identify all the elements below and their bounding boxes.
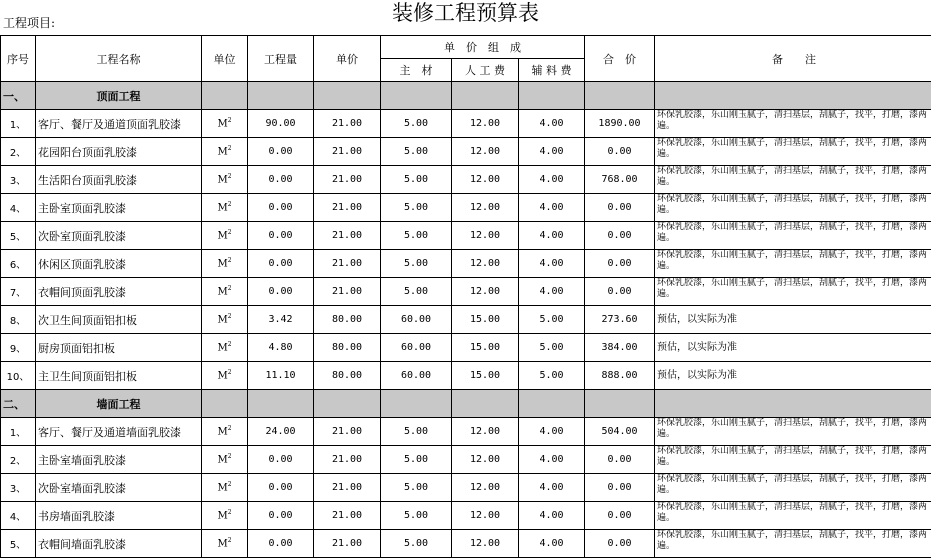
- empty-cell: [585, 390, 655, 418]
- unit-text: M: [217, 147, 227, 158]
- row-price: 21.00: [314, 474, 381, 502]
- row-seq: 5、: [1, 530, 36, 558]
- row-aux: 4.00: [519, 446, 585, 474]
- unit-text: M: [217, 119, 227, 130]
- row-unit: [202, 474, 248, 502]
- table-row: [1, 166, 931, 194]
- row-labor: 12.00: [452, 418, 519, 446]
- row-unit: [202, 222, 248, 250]
- row-total: 273.60: [585, 306, 655, 334]
- header-aux: 辅 料 费: [519, 59, 585, 82]
- unit-superscript: 2: [228, 537, 232, 544]
- row-unit: [202, 530, 248, 558]
- row-unit: [202, 110, 248, 138]
- unit-superscript: 2: [228, 453, 232, 460]
- row-labor: 15.00: [452, 306, 519, 334]
- unit-text: M: [217, 343, 227, 354]
- table-row: [1, 222, 931, 250]
- row-material: 60.00: [381, 362, 452, 390]
- row-material: 60.00: [381, 334, 452, 362]
- row-material: 5.00: [381, 446, 452, 474]
- row-note: 预估，以实际为准: [655, 362, 931, 390]
- header-name: 工程名称: [36, 36, 202, 82]
- row-total: 888.00: [585, 362, 655, 390]
- row-price: 21.00: [314, 138, 381, 166]
- row-aux: 5.00: [519, 334, 585, 362]
- table-row: [1, 502, 931, 530]
- row-name: 主卧室墙面乳胶漆: [36, 446, 202, 474]
- row-qty: 0.00: [248, 166, 314, 194]
- row-name: 衣帽间墙面乳胶漆: [36, 530, 202, 558]
- row-total: 0.00: [585, 278, 655, 306]
- unit-superscript: 2: [228, 173, 232, 180]
- row-total: 0.00: [585, 446, 655, 474]
- row-total: 504.00: [585, 418, 655, 446]
- row-qty: 4.80: [248, 334, 314, 362]
- row-labor: 12.00: [452, 446, 519, 474]
- section-name: 墙面工程: [36, 390, 202, 418]
- row-unit: [202, 446, 248, 474]
- row-unit: [202, 418, 248, 446]
- row-seq: 6、: [1, 250, 36, 278]
- row-note: 环保乳胶漆，乐山刚玉腻子，清扫基层，刮腻子，找平，打磨，漆两遍。: [655, 530, 931, 558]
- row-unit: [202, 166, 248, 194]
- table-row: [1, 334, 931, 362]
- row-price: 21.00: [314, 250, 381, 278]
- row-name: 休闲区顶面乳胶漆: [36, 250, 202, 278]
- empty-cell: [519, 390, 585, 418]
- row-aux: 5.00: [519, 306, 585, 334]
- table-row: [1, 418, 931, 446]
- empty-cell: [452, 82, 519, 110]
- row-qty: 0.00: [248, 138, 314, 166]
- unit-text: M: [217, 371, 227, 382]
- row-note: 预估，以实际为准: [655, 334, 931, 362]
- unit-text: M: [217, 539, 227, 550]
- unit-text: M: [217, 259, 227, 270]
- row-seq: 1、: [1, 110, 36, 138]
- row-seq: 2、: [1, 446, 36, 474]
- row-seq: 2、: [1, 138, 36, 166]
- row-aux: 4.00: [519, 278, 585, 306]
- row-material: 5.00: [381, 194, 452, 222]
- row-labor: 15.00: [452, 362, 519, 390]
- row-qty: 0.00: [248, 194, 314, 222]
- row-seq: 4、: [1, 194, 36, 222]
- row-material: 5.00: [381, 110, 452, 138]
- unit-superscript: 2: [228, 481, 232, 488]
- section-seq: 二、: [1, 390, 36, 418]
- row-price: 21.00: [314, 446, 381, 474]
- row-qty: 0.00: [248, 222, 314, 250]
- row-name: 花园阳台顶面乳胶漆: [36, 138, 202, 166]
- row-labor: 12.00: [452, 474, 519, 502]
- row-material: 5.00: [381, 418, 452, 446]
- row-aux: 4.00: [519, 418, 585, 446]
- row-price: 80.00: [314, 306, 381, 334]
- row-unit: [202, 334, 248, 362]
- section-seq: 一、: [1, 82, 36, 110]
- row-aux: 4.00: [519, 138, 585, 166]
- row-total: 0.00: [585, 222, 655, 250]
- row-unit: [202, 306, 248, 334]
- empty-cell: [585, 82, 655, 110]
- row-name: 厨房顶面铝扣板: [36, 334, 202, 362]
- table-row: [1, 446, 931, 474]
- row-price: 21.00: [314, 278, 381, 306]
- row-note: 环保乳胶漆，乐山刚玉腻子，清扫基层，刮腻子，找平，打磨，漆两遍。: [655, 166, 931, 194]
- empty-cell: [202, 82, 248, 110]
- row-total: 0.00: [585, 250, 655, 278]
- row-seq: 3、: [1, 474, 36, 502]
- row-labor: 12.00: [452, 530, 519, 558]
- header-price: 单价: [314, 36, 381, 82]
- row-price: 21.00: [314, 530, 381, 558]
- row-material: 5.00: [381, 530, 452, 558]
- empty-cell: [314, 390, 381, 418]
- row-name: 衣帽间顶面乳胶漆: [36, 278, 202, 306]
- budget-table: [0, 35, 931, 558]
- empty-cell: [381, 390, 452, 418]
- row-price: 80.00: [314, 334, 381, 362]
- row-price: 80.00: [314, 362, 381, 390]
- row-price: 21.00: [314, 222, 381, 250]
- row-labor: 12.00: [452, 250, 519, 278]
- unit-text: M: [217, 315, 227, 326]
- row-material: 60.00: [381, 306, 452, 334]
- row-seq: 3、: [1, 166, 36, 194]
- row-note: 环保乳胶漆，乐山刚玉腻子，清扫基层，刮腻子，找平，打磨，漆两遍。: [655, 502, 931, 530]
- unit-superscript: 2: [228, 341, 232, 348]
- row-note: 预估，以实际为准: [655, 306, 931, 334]
- section-name: 顶面工程: [36, 82, 202, 110]
- sheet-title: 装修工程预算表: [0, 0, 931, 26]
- unit-superscript: 2: [228, 145, 232, 152]
- row-seq: 10、: [1, 362, 36, 390]
- row-note: 环保乳胶漆，乐山刚玉腻子，清扫基层，刮腻子，找平，打磨，漆两遍。: [655, 250, 931, 278]
- row-labor: 12.00: [452, 138, 519, 166]
- row-name: 次卫生间顶面铝扣板: [36, 306, 202, 334]
- unit-superscript: 2: [228, 425, 232, 432]
- row-name: 客厅、餐厅及通道墙面乳胶漆: [36, 418, 202, 446]
- row-material: 5.00: [381, 278, 452, 306]
- unit-superscript: 2: [228, 201, 232, 208]
- row-note: 环保乳胶漆，乐山刚玉腻子，清扫基层，刮腻子，找平，打磨，漆两遍。: [655, 138, 931, 166]
- table-row: [1, 250, 931, 278]
- row-price: 21.00: [314, 166, 381, 194]
- empty-cell: [519, 82, 585, 110]
- header-composition: 单 价 组 成: [381, 36, 585, 59]
- section-row: [1, 82, 931, 110]
- header-unit: 单位: [202, 36, 248, 82]
- row-aux: 4.00: [519, 530, 585, 558]
- row-qty: 0.00: [248, 530, 314, 558]
- row-qty: 90.00: [248, 110, 314, 138]
- empty-cell: [248, 82, 314, 110]
- row-qty: 3.42: [248, 306, 314, 334]
- unit-superscript: 2: [228, 509, 232, 516]
- unit-superscript: 2: [228, 117, 232, 124]
- empty-cell: [314, 82, 381, 110]
- row-unit: [202, 250, 248, 278]
- row-aux: 4.00: [519, 110, 585, 138]
- table-row: [1, 194, 931, 222]
- row-total: 768.00: [585, 166, 655, 194]
- table-row: [1, 306, 931, 334]
- row-name: 生活阳台顶面乳胶漆: [36, 166, 202, 194]
- row-price: 21.00: [314, 418, 381, 446]
- unit-text: M: [217, 175, 227, 186]
- row-labor: 12.00: [452, 222, 519, 250]
- row-labor: 12.00: [452, 166, 519, 194]
- unit-text: M: [217, 455, 227, 466]
- project-label: 工程项目:: [3, 14, 55, 31]
- header-seq: 序号: [1, 36, 36, 82]
- empty-cell: [452, 390, 519, 418]
- row-aux: 4.00: [519, 222, 585, 250]
- empty-cell: [248, 390, 314, 418]
- row-seq: 9、: [1, 334, 36, 362]
- row-price: 21.00: [314, 110, 381, 138]
- row-name: 客厅、餐厅及通道顶面乳胶漆: [36, 110, 202, 138]
- row-total: 0.00: [585, 502, 655, 530]
- row-aux: 4.00: [519, 502, 585, 530]
- row-price: 21.00: [314, 194, 381, 222]
- row-name: 书房墙面乳胶漆: [36, 502, 202, 530]
- header-note: 备 注: [655, 36, 931, 82]
- table-row: [1, 278, 931, 306]
- row-name: 次卧室顶面乳胶漆: [36, 222, 202, 250]
- row-qty: 0.00: [248, 250, 314, 278]
- row-seq: 5、: [1, 222, 36, 250]
- row-total: 384.00: [585, 334, 655, 362]
- row-total: 0.00: [585, 138, 655, 166]
- empty-cell: [655, 390, 931, 418]
- unit-text: M: [217, 483, 227, 494]
- section-row: [1, 390, 931, 418]
- row-material: 5.00: [381, 166, 452, 194]
- row-total: 0.00: [585, 530, 655, 558]
- table-row: [1, 110, 931, 138]
- row-aux: 4.00: [519, 250, 585, 278]
- row-total: 0.00: [585, 194, 655, 222]
- row-aux: 4.00: [519, 194, 585, 222]
- row-note: 环保乳胶漆，乐山刚玉腻子，清扫基层，刮腻子，找平，打磨，漆两遍。: [655, 194, 931, 222]
- row-labor: 12.00: [452, 278, 519, 306]
- header-total: 合 价: [585, 36, 655, 82]
- row-qty: 11.10: [248, 362, 314, 390]
- header-labor: 人 工 费: [452, 59, 519, 82]
- row-material: 5.00: [381, 222, 452, 250]
- row-seq: 1、: [1, 418, 36, 446]
- row-material: 5.00: [381, 502, 452, 530]
- row-qty: 0.00: [248, 502, 314, 530]
- unit-superscript: 2: [228, 369, 232, 376]
- row-aux: 4.00: [519, 474, 585, 502]
- unit-superscript: 2: [228, 313, 232, 320]
- row-price: 21.00: [314, 502, 381, 530]
- row-name: 次卧室墙面乳胶漆: [36, 474, 202, 502]
- row-unit: [202, 502, 248, 530]
- row-name: 主卫生间顶面铝扣板: [36, 362, 202, 390]
- unit-text: M: [217, 203, 227, 214]
- row-material: 5.00: [381, 250, 452, 278]
- empty-cell: [381, 82, 452, 110]
- row-note: 环保乳胶漆，乐山刚玉腻子，清扫基层，刮腻子，找平，打磨，漆两遍。: [655, 222, 931, 250]
- unit-superscript: 2: [228, 257, 232, 264]
- row-unit: [202, 138, 248, 166]
- row-qty: 0.00: [248, 278, 314, 306]
- row-seq: 4、: [1, 502, 36, 530]
- row-labor: 15.00: [452, 334, 519, 362]
- row-total: 0.00: [585, 474, 655, 502]
- row-material: 5.00: [381, 474, 452, 502]
- row-note: 环保乳胶漆，乐山刚玉腻子，清扫基层，刮腻子，找平，打磨，漆两遍。: [655, 446, 931, 474]
- table-row: [1, 138, 931, 166]
- row-unit: [202, 278, 248, 306]
- row-seq: 8、: [1, 306, 36, 334]
- unit-text: M: [217, 511, 227, 522]
- row-qty: 0.00: [248, 446, 314, 474]
- table-row: [1, 362, 931, 390]
- unit-text: M: [217, 231, 227, 242]
- row-aux: 4.00: [519, 166, 585, 194]
- row-unit: [202, 362, 248, 390]
- unit-text: M: [217, 427, 227, 438]
- header-qty: 工程量: [248, 36, 314, 82]
- header-material: 主 材: [381, 59, 452, 82]
- empty-cell: [655, 82, 931, 110]
- row-note: 环保乳胶漆，乐山刚玉腻子，清扫基层，刮腻子，找平，打磨，漆两遍。: [655, 110, 931, 138]
- unit-text: M: [217, 287, 227, 298]
- row-aux: 5.00: [519, 362, 585, 390]
- empty-cell: [202, 390, 248, 418]
- row-unit: [202, 194, 248, 222]
- row-note: 环保乳胶漆，乐山刚玉腻子，清扫基层，刮腻子，找平，打磨，漆两遍。: [655, 418, 931, 446]
- row-qty: 24.00: [248, 418, 314, 446]
- row-total: 1890.00: [585, 110, 655, 138]
- table-row: [1, 530, 931, 558]
- row-seq: 7、: [1, 278, 36, 306]
- row-labor: 12.00: [452, 194, 519, 222]
- unit-superscript: 2: [228, 285, 232, 292]
- header-row: [1, 36, 931, 59]
- row-name: 主卧室顶面乳胶漆: [36, 194, 202, 222]
- row-material: 5.00: [381, 138, 452, 166]
- table-row: [1, 474, 931, 502]
- row-note: 环保乳胶漆，乐山刚玉腻子，清扫基层，刮腻子，找平，打磨，漆两遍。: [655, 278, 931, 306]
- unit-superscript: 2: [228, 229, 232, 236]
- row-qty: 0.00: [248, 474, 314, 502]
- row-labor: 12.00: [452, 502, 519, 530]
- row-labor: 12.00: [452, 110, 519, 138]
- row-note: 环保乳胶漆，乐山刚玉腻子，清扫基层，刮腻子，找平，打磨，漆两遍。: [655, 474, 931, 502]
